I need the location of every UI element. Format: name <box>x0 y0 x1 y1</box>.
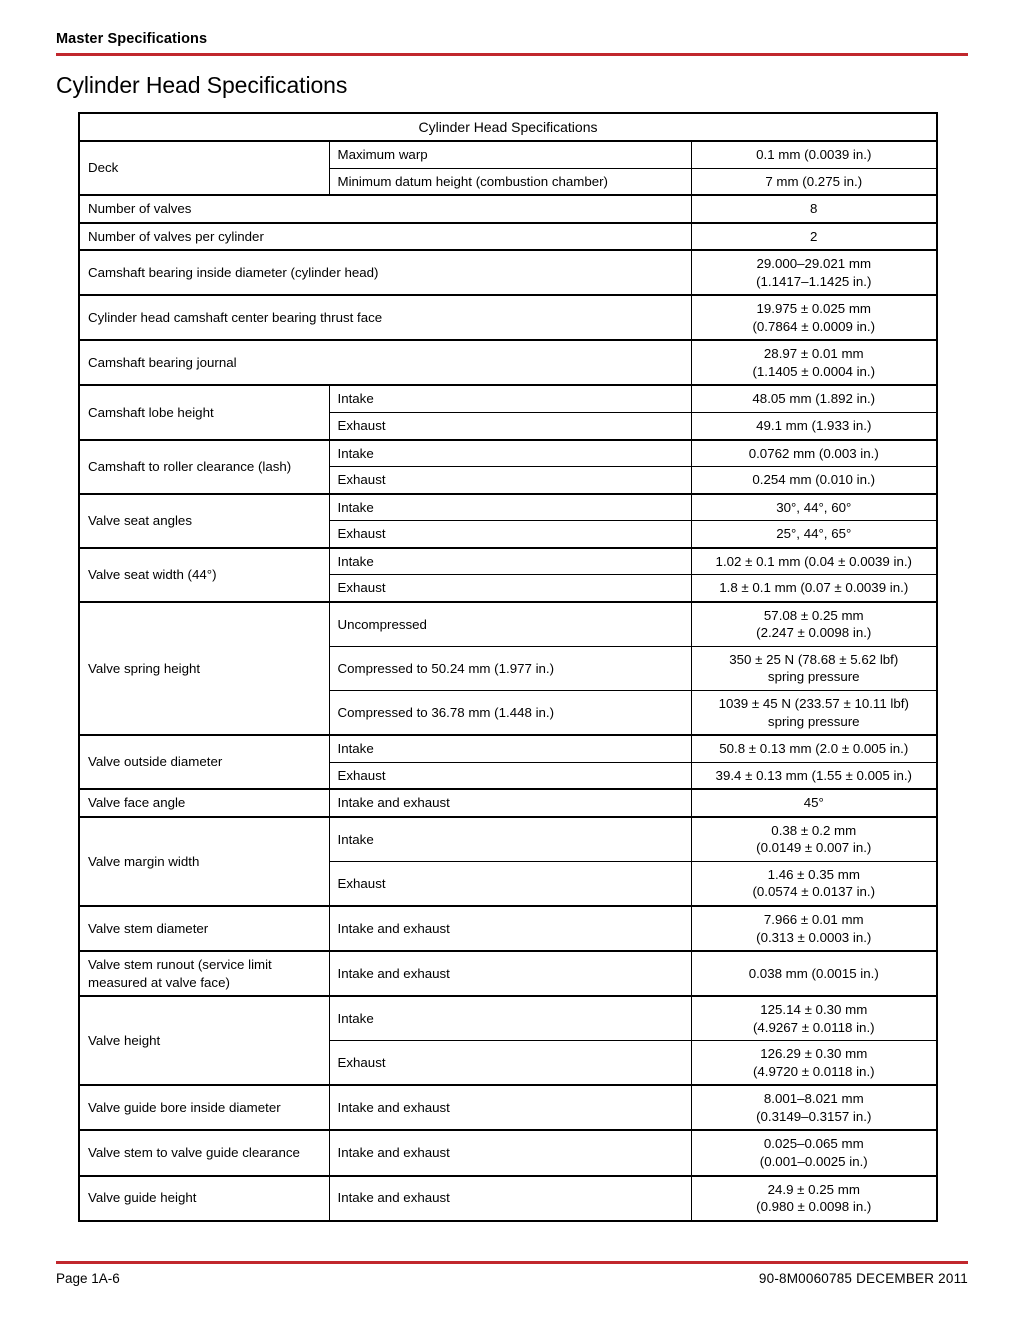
running-header-text: Master Specifications <box>56 31 208 47</box>
table-row <box>79 548 937 575</box>
row-label: Camshaft lobe height <box>79 385 329 439</box>
row-value: 7.966 ± 0.01 mm (0.313 ± 0.0003 in.) <box>691 906 937 951</box>
row-sublabel: Intake and exhaust <box>329 906 691 951</box>
row-sublabel: Exhaust <box>329 467 691 494</box>
row-value: 49.1 mm (1.933 in.) <box>691 413 937 440</box>
row-sublabel: Intake <box>329 735 691 762</box>
row-sublabel: Exhaust <box>329 861 691 906</box>
row-sublabel: Intake and exhaust <box>329 1130 691 1175</box>
row-label: Valve face angle <box>79 789 329 817</box>
row-sublabel: Compressed to 50.24 mm (1.977 in.) <box>329 646 691 690</box>
table-row <box>79 250 937 295</box>
table-row <box>79 951 937 996</box>
row-label: Deck <box>79 141 329 195</box>
header-rule <box>56 53 968 56</box>
row-sublabel: Intake <box>329 548 691 575</box>
row-sublabel: Exhaust <box>329 1041 691 1086</box>
row-value: 8 <box>691 195 937 223</box>
row-value: 19.975 ± 0.025 mm (0.7864 ± 0.0009 in.) <box>691 295 937 340</box>
row-label: Valve seat width (44°) <box>79 548 329 602</box>
row-value: 7 mm (0.275 in.) <box>691 168 937 195</box>
row-label: Camshaft bearing inside diameter (cylinder head) <box>79 250 691 295</box>
row-sublabel: Intake and exhaust <box>329 951 691 996</box>
row-label: Valve stem to valve guide clearance <box>79 1130 329 1175</box>
table-body <box>79 141 937 1221</box>
row-value: 125.14 ± 0.30 mm (4.9267 ± 0.0118 in.) <box>691 996 937 1041</box>
row-sublabel: Maximum warp <box>329 141 691 168</box>
row-label: Cylinder head camshaft center bearing thrust face <box>79 295 691 340</box>
row-sublabel: Uncompressed <box>329 602 691 647</box>
table-row <box>79 1176 937 1221</box>
row-value: 24.9 ± 0.25 mm (0.980 ± 0.0098 in.) <box>691 1176 937 1221</box>
row-label: Valve height <box>79 996 329 1085</box>
row-value: 0.038 mm (0.0015 in.) <box>691 951 937 996</box>
row-label: Camshaft to roller clearance (lash) <box>79 440 329 494</box>
table-row <box>79 1085 937 1130</box>
row-label: Valve margin width <box>79 817 329 906</box>
cylinder-head-specifications-table <box>78 112 938 1222</box>
table-title-row <box>79 113 937 141</box>
table-row <box>79 295 937 340</box>
row-value: 45° <box>691 789 937 817</box>
table-row <box>79 385 937 412</box>
row-value: 1039 ± 45 N (233.57 ± 10.11 lbf) spring pressure <box>691 691 937 736</box>
row-label: Valve guide bore inside diameter <box>79 1085 329 1130</box>
row-label: Valve spring height <box>79 602 329 735</box>
table-row <box>79 340 937 385</box>
table-row <box>79 789 937 817</box>
row-sublabel: Exhaust <box>329 575 691 602</box>
row-sublabel: Exhaust <box>329 521 691 548</box>
row-value: 350 ± 25 N (78.68 ± 5.62 lbf) spring pressure <box>691 646 937 690</box>
row-label: Camshaft bearing journal <box>79 340 691 385</box>
row-value: 1.02 ± 0.1 mm (0.04 ± 0.0039 in.) <box>691 548 937 575</box>
row-label: Valve seat angles <box>79 494 329 548</box>
row-sublabel: Exhaust <box>329 413 691 440</box>
footer-page-number: Page 1A-6 <box>56 1271 120 1286</box>
table-row <box>79 494 937 521</box>
footer-rule <box>56 1261 968 1264</box>
row-sublabel: Intake and exhaust <box>329 1176 691 1221</box>
row-label: Number of valves <box>79 195 691 223</box>
spec-table-container <box>56 112 968 1222</box>
running-header <box>56 0 968 56</box>
row-value: 126.29 ± 0.30 mm (4.9720 ± 0.0118 in.) <box>691 1041 937 1086</box>
row-sublabel: Intake <box>329 385 691 412</box>
row-value: 0.0762 mm (0.003 in.) <box>691 440 937 467</box>
row-value: 2 <box>691 223 937 251</box>
row-sublabel: Minimum datum height (combustion chamber) <box>329 168 691 195</box>
row-value: 50.8 ± 0.13 mm (2.0 ± 0.005 in.) <box>691 735 937 762</box>
row-value: 0.254 mm (0.010 in.) <box>691 467 937 494</box>
row-value: 0.1 mm (0.0039 in.) <box>691 141 937 168</box>
table-row <box>79 735 937 762</box>
page-title: Cylinder Head Specifications <box>56 71 348 98</box>
row-label: Valve stem runout (service limit measured at valve face) <box>79 951 329 996</box>
row-value: 0.025–0.065 mm (0.001–0.0025 in.) <box>691 1130 937 1175</box>
table-row <box>79 223 937 251</box>
row-sublabel: Intake <box>329 440 691 467</box>
table-title: Cylinder Head Specifications <box>79 113 937 141</box>
table-row <box>79 817 937 862</box>
row-value: 8.001–8.021 mm (0.3149–0.3157 in.) <box>691 1085 937 1130</box>
row-value: 57.08 ± 0.25 mm (2.247 ± 0.0098 in.) <box>691 602 937 647</box>
row-value: 1.46 ± 0.35 mm (0.0574 ± 0.0137 in.) <box>691 861 937 906</box>
table-row <box>79 906 937 951</box>
table-row <box>79 602 937 647</box>
row-sublabel: Exhaust <box>329 762 691 789</box>
row-value: 30°, 44°, 60° <box>691 494 937 521</box>
table-row <box>79 195 937 223</box>
row-sublabel: Compressed to 36.78 mm (1.448 in.) <box>329 691 691 736</box>
table-row <box>79 141 937 168</box>
page-footer <box>56 1261 968 1286</box>
table-row <box>79 1130 937 1175</box>
row-value: 1.8 ± 0.1 mm (0.07 ± 0.0039 in.) <box>691 575 937 602</box>
table-row <box>79 996 937 1041</box>
row-value: 0.38 ± 0.2 mm (0.0149 ± 0.007 in.) <box>691 817 937 862</box>
row-value: 28.97 ± 0.01 mm (1.1405 ± 0.0004 in.) <box>691 340 937 385</box>
row-label: Valve guide height <box>79 1176 329 1221</box>
row-value: 48.05 mm (1.892 in.) <box>691 385 937 412</box>
table-row <box>79 440 937 467</box>
row-value: 29.000–29.021 mm (1.1417–1.1425 in.) <box>691 250 937 295</box>
row-value: 39.4 ± 0.13 mm (1.55 ± 0.005 in.) <box>691 762 937 789</box>
row-value: 25°, 44°, 65° <box>691 521 937 548</box>
row-sublabel: Intake <box>329 817 691 862</box>
row-sublabel: Intake <box>329 494 691 521</box>
row-sublabel: Intake <box>329 996 691 1041</box>
row-label: Valve stem diameter <box>79 906 329 951</box>
footer-document-id: 90-8M0060785 DECEMBER 2011 <box>758 1271 968 1286</box>
row-sublabel: Intake and exhaust <box>329 1085 691 1130</box>
row-sublabel: Intake and exhaust <box>329 789 691 817</box>
row-label: Valve outside diameter <box>79 735 329 789</box>
row-label: Number of valves per cylinder <box>79 223 691 251</box>
